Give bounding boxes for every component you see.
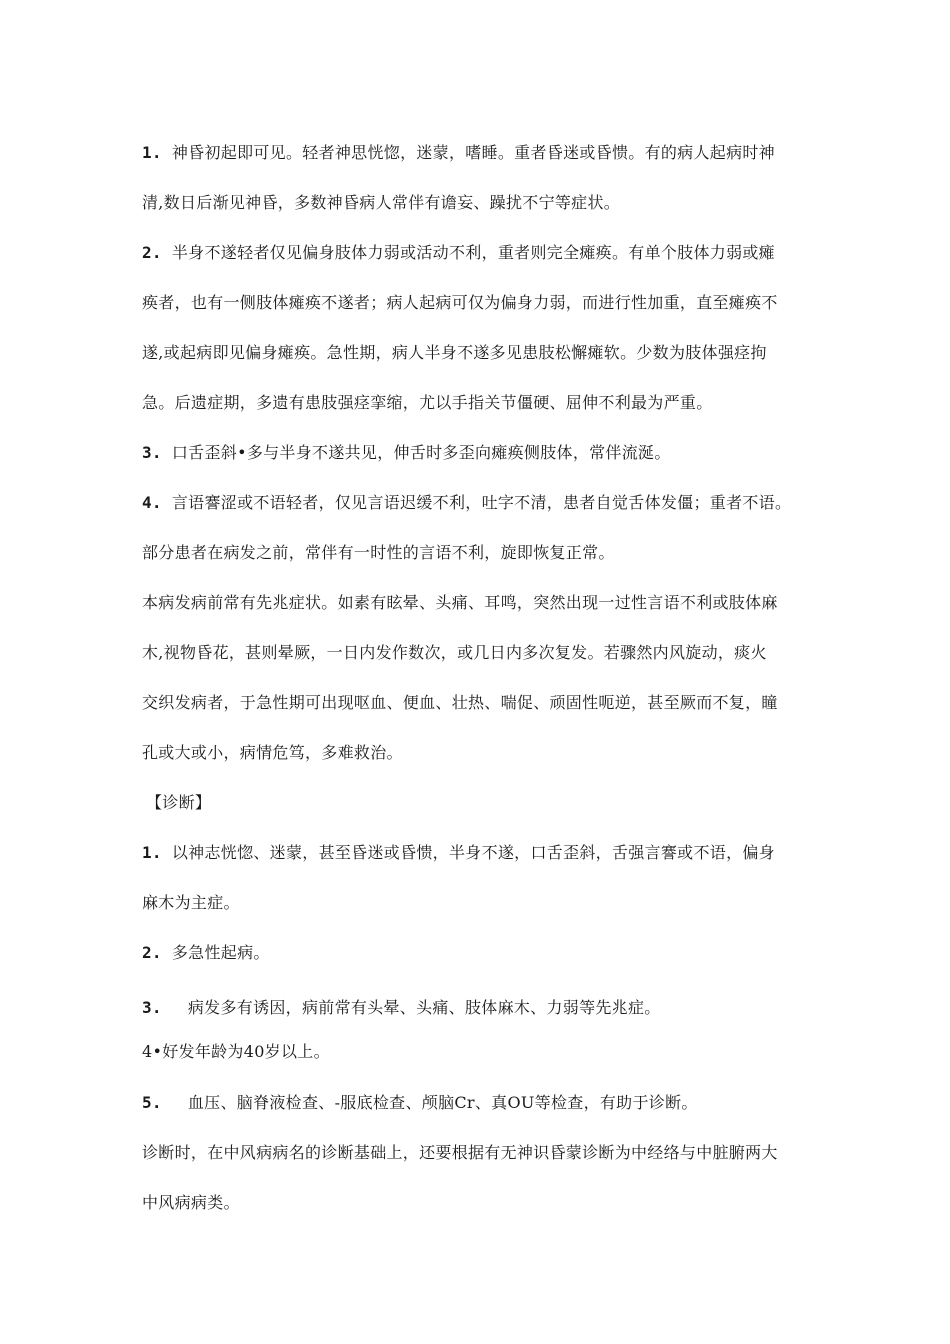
paragraph-text: 急。后遗症期，多遗有患肢强痉挛缩，尤以手指关节僵硬、屈伸不利最为严重。 <box>142 393 713 412</box>
section-heading: 【诊断】 <box>146 793 212 812</box>
paragraph-text: 木,视物昏花，甚则晕厥，一日内发作数次，或几日内多次复发。若骤然内风旋动，痰火 <box>142 643 767 662</box>
symptom-2-line-1 <box>142 242 812 264</box>
paragraph-text: 半身不遂轻者仅见偏身肢体力弱或活动不利，重者则完全瘫痪。有单个肢体力弱或瘫 <box>171 243 775 262</box>
paragraph-text: 中风病病类。 <box>142 1193 240 1212</box>
list-number: 4. <box>142 493 162 512</box>
section-heading-diagnosis <box>146 792 816 814</box>
diagnosis-2 <box>142 942 812 964</box>
paragraph-text: 口舌歪斜•多与半身不遂共见，伸舌时多歪向瘫痪侧肢体，常伴流涎。 <box>171 443 671 462</box>
paragraph-text: 以神志恍惚、迷蒙，甚至昏迷或昏愦，半身不遂，口舌歪斜，舌强言謇或不语，偏身 <box>171 843 775 862</box>
paragraph-text: 言语謇涩或不语轻者，仅见言语迟缓不利，吐字不清，患者自觉舌体发僵；重者不语。 <box>171 493 792 512</box>
list-number: 3. <box>142 998 162 1017</box>
diagnosis-3 <box>142 997 812 1019</box>
paragraph-text: 痪者，也有一侧肢体瘫痪不遂者；病人起病可仅为偏身力弱，而进行性加重，直至瘫痪不 <box>142 293 778 312</box>
symptom-1-line-1 <box>142 142 812 164</box>
symptom-2-line-3 <box>142 342 812 364</box>
paragraph-text: 血压、脑脊液检查、-服底检查、颅脑Cr、真OU等检查，有助于诊断。 <box>187 1093 698 1112</box>
paragraph-text: 清,数日后渐见神昏，多数神昏病人常伴有谵妄、躁扰不宁等症状。 <box>142 193 621 212</box>
paragraph-text: 孔或大或小，病情危笃，多难救治。 <box>142 743 403 762</box>
diagnosis-1-line-2 <box>142 892 812 914</box>
prodrome-line-2 <box>142 642 812 664</box>
paragraph-text: 麻木为主症。 <box>142 893 240 912</box>
paragraph-text: 病发多有诱因，病前常有头晕、头痛、肢体麻木、力弱等先兆症。 <box>187 998 661 1017</box>
prodrome-line-1 <box>142 592 812 614</box>
list-number: 1. <box>142 143 162 162</box>
prodrome-line-4 <box>142 742 812 764</box>
list-number: 2. <box>142 943 162 962</box>
symptom-2-line-4 <box>142 392 812 414</box>
paragraph-text: 多急性起病。 <box>171 943 270 962</box>
classification-line-1 <box>142 1142 812 1164</box>
symptom-2-line-2 <box>142 292 812 314</box>
paragraph-text: 本病发病前常有先兆症状。如素有眩晕、头痛、耳鸣，突然出现一过性言语不利或肢体麻 <box>142 593 778 612</box>
symptom-4-line-1 <box>142 492 812 514</box>
paragraph-text: 部分患者在病发之前，常伴有一时性的言语不利，旋即恢复正常。 <box>142 543 615 562</box>
list-number: 2. <box>142 243 162 262</box>
list-number: 3. <box>142 443 162 462</box>
paragraph-text: 交织发病者，于急性期可出现呕血、便血、壮热、喘促、顽固性呃逆，甚至厥而不复，瞳 <box>142 693 778 712</box>
classification-line-2 <box>142 1192 812 1214</box>
diagnosis-1-line-1 <box>142 842 812 864</box>
paragraph-text: 诊断时，在中风病病名的诊断基础上，还要根据有无神识昏蒙诊断为中经络与中脏腑两大 <box>142 1143 778 1162</box>
paragraph-text: 遂,或起病即见偏身瘫痪。急性期，病人半身不遂多见患肢松懈瘫软。少数为肢体强痉拘 <box>142 343 767 362</box>
list-number: 5. <box>142 1093 162 1112</box>
symptom-1-line-2 <box>142 192 812 214</box>
prodrome-line-3 <box>142 692 812 714</box>
symptom-3-line-1 <box>142 442 812 464</box>
diagnosis-4 <box>142 1041 812 1063</box>
list-number: 1. <box>142 843 162 862</box>
paragraph-text: 4•好发年龄为40岁以上。 <box>142 1042 330 1061</box>
diagnosis-5 <box>142 1092 812 1114</box>
paragraph-text: 神昏初起即可见。轻者神思恍惚，迷蒙，嗜睡。重者昏迷或昏愦。有的病人起病时神 <box>171 143 775 162</box>
symptom-4-line-2 <box>142 542 812 564</box>
